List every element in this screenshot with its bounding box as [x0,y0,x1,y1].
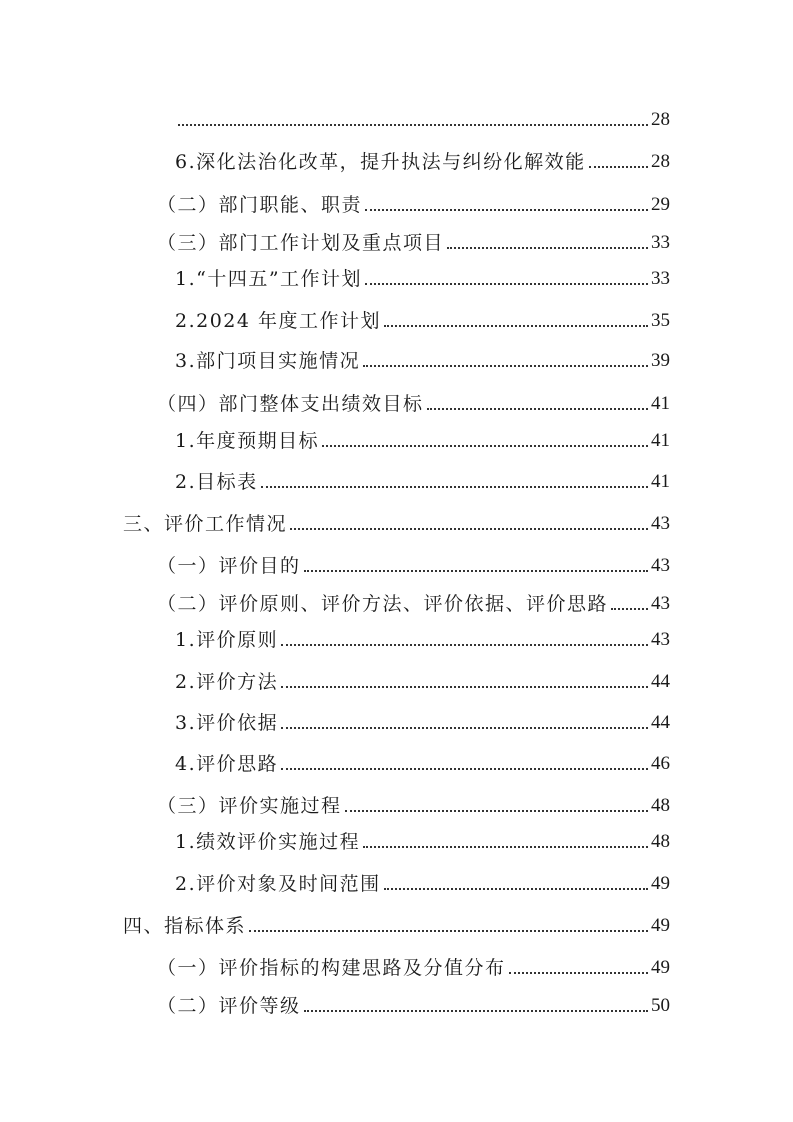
toc-entry[interactable] [157,584,670,616]
toc-entry[interactable] [157,223,670,255]
toc-entry-page: 49 [651,873,670,894]
toc-entry[interactable] [175,822,670,854]
toc-leader-dots [304,570,648,572]
toc-entry[interactable] [175,744,670,776]
toc-entry[interactable] [157,546,670,578]
toc-entry-page: 49 [651,915,670,936]
toc-leader-dots [447,247,648,249]
toc-entry-page: 46 [651,753,670,774]
toc-entry-page: 49 [651,957,670,978]
toc-entry[interactable] [175,341,670,373]
toc-entry-title: （一）评价目的 [157,555,301,577]
toc-leader-dots [365,209,648,211]
toc-entry-page: 48 [651,831,670,852]
toc-entry[interactable] [175,259,670,291]
toc-entry-page: 48 [651,795,670,816]
toc-entry[interactable] [157,185,670,217]
toc-entry-title: 三、评价工作情况 [123,513,288,535]
toc-entry-title: 3.部门项目实施情况 [175,350,361,372]
toc-entry[interactable] [157,384,670,416]
toc-entry-page: 33 [651,232,670,253]
toc-entry-page: 44 [651,712,670,733]
toc-leader-dots [290,528,648,530]
toc-entry[interactable] [175,100,670,132]
toc-entry-page: 41 [651,393,670,414]
toc-entry-page: 29 [651,194,670,215]
toc-entry[interactable] [123,906,670,938]
toc-entry[interactable] [175,662,670,694]
toc-entry-page: 41 [651,430,670,451]
toc-entry-page: 43 [651,629,670,650]
toc-entry-page: 33 [651,268,670,289]
toc-entry[interactable] [157,786,670,818]
toc-entry-title: （四）部门整体支出绩效目标 [157,393,424,415]
toc-entry[interactable] [175,864,670,896]
toc-entry-title: 4.评价思路 [175,753,279,775]
toc-entry-title: （三）评价实施过程 [157,795,342,817]
toc-leader-dots [281,644,648,646]
toc-entry-page: 41 [651,471,670,492]
toc-entry-title: 1.评价原则 [175,629,279,651]
toc-entry[interactable] [175,301,670,333]
toc-entry-title: 3.评价依据 [175,712,279,734]
toc-entry-title: （二）部门职能、职责 [157,194,363,216]
toc-entry-page: 35 [651,310,670,331]
toc-leader-dots [427,408,648,410]
toc-entry-title: 2.评价方法 [175,671,279,693]
toc-entry-page: 50 [651,995,670,1016]
toc-entry-title: 6.深化法治化改革，提升执法与纠纷化解效能 [175,151,586,173]
toc-leader-dots [384,888,648,890]
toc-leader-dots [589,166,648,168]
toc-entry-page: 43 [651,513,670,534]
toc-entry[interactable] [157,948,670,980]
toc-entry-title: （一）评价指标的构建思路及分值分布 [157,957,506,979]
toc-entry-title: 2.2024 年度工作计划 [175,310,382,332]
toc-entry-title: 1.绩效评价实施过程 [175,831,361,853]
toc-entry[interactable] [175,142,670,174]
toc-leader-dots [178,124,648,126]
toc-leader-dots [322,445,648,447]
toc-leader-dots [363,365,648,367]
toc-entry[interactable] [175,421,670,453]
toc-entry[interactable] [175,620,670,652]
toc-leader-dots [261,486,648,488]
toc-entry[interactable] [175,703,670,735]
toc-leader-dots [611,608,648,610]
toc-entry[interactable] [157,986,670,1018]
toc-entry-page: 28 [651,151,670,172]
toc-entry-page: 43 [651,555,670,576]
toc-leader-dots [249,930,648,932]
toc-entry-page: 44 [651,671,670,692]
toc-entry-title: （三）部门工作计划及重点项目 [157,232,445,254]
toc-leader-dots [384,325,648,327]
toc-entry-title: 1.“十四五”工作计划 [175,268,363,290]
toc-leader-dots [281,686,648,688]
toc-leader-dots [281,768,648,770]
toc-leader-dots [281,727,648,729]
toc-entry-page: 39 [651,350,670,371]
toc-entry[interactable] [175,462,670,494]
toc-entry-page: 28 [651,109,670,130]
toc-entry-title: （二）评价原则、评价方法、评价依据、评价思路 [157,593,609,615]
toc-entry-title: 2.目标表 [175,471,258,493]
toc-entry-title: 2.评价对象及时间范围 [175,873,381,895]
toc-entry[interactable] [123,504,670,536]
toc-entry-page: 43 [651,593,670,614]
toc-leader-dots [509,972,648,974]
toc-leader-dots [345,810,648,812]
toc-leader-dots [363,846,648,848]
toc-entry-title: （二）评价等级 [157,995,301,1017]
toc-leader-dots [365,283,648,285]
toc-entry-title: 1.年度预期目标 [175,430,320,452]
toc-leader-dots [304,1010,648,1012]
toc-entry-title: 四、指标体系 [123,915,247,937]
